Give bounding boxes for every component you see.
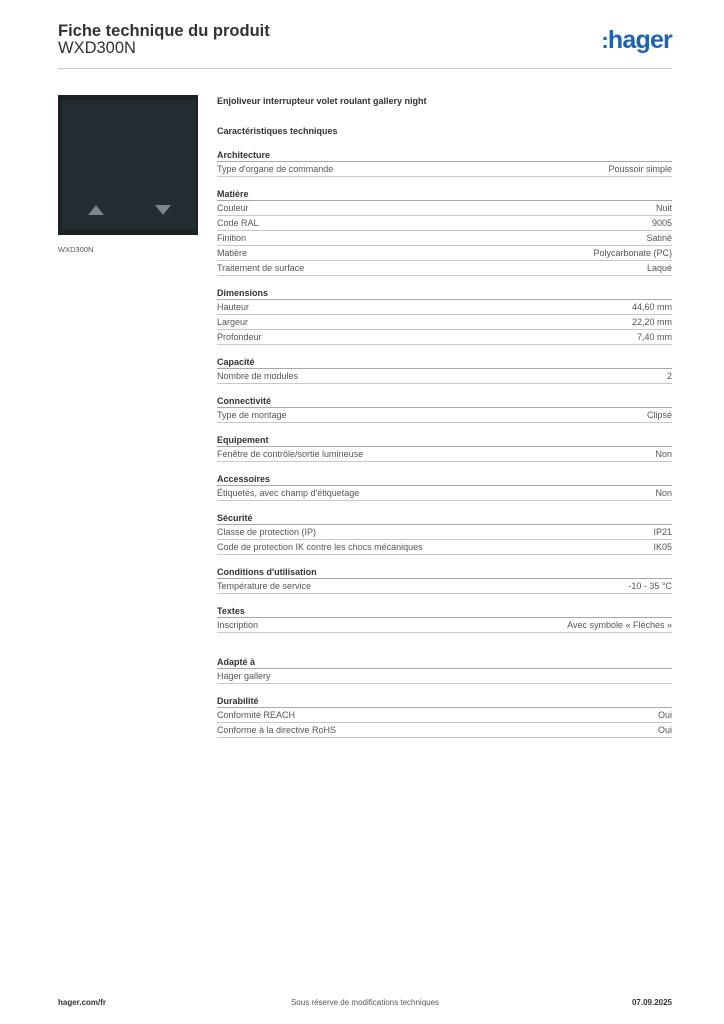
switch-key-up	[62, 100, 129, 230]
footer-date: 07.09.2025	[631, 998, 672, 1007]
spec-value: Polycarbonate (PC)	[593, 248, 672, 258]
spec-group	[217, 655, 672, 684]
spec-label: Fenêtre de contrôle/sortie lumineuse	[217, 449, 364, 459]
spec-value: Satiné	[646, 233, 672, 243]
spec-group	[217, 148, 672, 177]
spec-row	[217, 300, 672, 315]
spec-row	[217, 201, 672, 216]
spec-group-title: Dimensions	[217, 286, 672, 300]
spec-value: Poussoir simple	[608, 164, 672, 174]
spec-value: Avec symbole « Flèches »	[567, 620, 672, 630]
spec-label: Type d'organe de commande	[217, 164, 334, 174]
spec-value: Non	[655, 488, 672, 498]
spec-group-title: Matière	[217, 187, 672, 201]
spec-label: Finition	[217, 233, 247, 243]
product-reference: WXD300N	[58, 39, 136, 57]
page-header	[58, 22, 672, 68]
spec-row	[217, 618, 672, 633]
spec-group-title: Sécurité	[217, 511, 672, 525]
spec-group	[217, 565, 672, 594]
spec-label: Largeur	[217, 317, 249, 327]
spec-group	[217, 472, 672, 501]
spec-group	[217, 187, 672, 276]
spec-group-title: Accessoires	[217, 472, 672, 486]
spec-label: Classe de protection (IP)	[217, 527, 317, 537]
arrow-up-icon	[88, 205, 104, 215]
spec-groups	[217, 148, 672, 738]
spec-row	[217, 369, 672, 384]
spec-value: Oui	[657, 710, 672, 720]
spec-value: Nuit	[655, 203, 672, 213]
spec-label: Type de montage	[217, 410, 287, 420]
spec-group	[217, 394, 672, 423]
spec-value: 22,20 mm	[631, 317, 672, 327]
spec-row	[217, 408, 672, 423]
spec-label: Code de protection IK contre les chocs mécaniques	[217, 542, 423, 552]
image-caption: WXD300N	[58, 245, 94, 254]
spec-row	[217, 261, 672, 276]
spec-label: Traitement de surface	[217, 263, 305, 273]
spec-row	[217, 579, 672, 594]
spec-row	[217, 486, 672, 501]
spec-group	[217, 286, 672, 345]
spec-row	[217, 246, 672, 261]
header-divider	[58, 68, 672, 69]
spec-row	[217, 708, 672, 723]
footer-disclaimer: Sous réserve de modifications techniques	[290, 998, 440, 1007]
spec-group-title: Architecture	[217, 148, 672, 162]
spec-row	[217, 540, 672, 555]
spec-group-title: Durabilité	[217, 694, 672, 708]
spec-label: Hager gallery	[217, 671, 271, 681]
product-image	[58, 95, 198, 235]
spec-group	[217, 511, 672, 555]
spec-row	[217, 162, 672, 177]
spec-group	[217, 604, 672, 633]
specs-section	[217, 94, 672, 738]
spec-row	[217, 330, 672, 345]
spec-row	[217, 231, 672, 246]
spec-value: 2	[666, 371, 672, 381]
spec-row	[217, 216, 672, 231]
spec-group-title: Textes	[217, 604, 672, 618]
spec-value: Laqué	[646, 263, 672, 273]
specs-title: Caractéristiques techniques	[217, 126, 338, 136]
spec-label: Code RAL	[217, 218, 259, 228]
spec-value: -10 - 35 °C	[628, 581, 672, 591]
spec-value: IK05	[653, 542, 672, 552]
spec-group-title: Connectivité	[217, 394, 672, 408]
spec-row	[217, 447, 672, 462]
spec-group	[217, 433, 672, 462]
spec-label: Étiquetés, avec champ d'étiquetage	[217, 488, 360, 498]
spec-group	[217, 355, 672, 384]
spec-value: Non	[655, 449, 672, 459]
spec-group-title: Conditions d'utilisation	[217, 565, 672, 579]
spec-value: IP21	[653, 527, 672, 537]
hager-logo	[601, 26, 672, 55]
spec-label: Profondeur	[217, 332, 262, 342]
spec-group	[217, 694, 672, 738]
spec-row	[217, 525, 672, 540]
product-name: Enjoliveur interrupteur volet roulant gallery night	[217, 96, 427, 106]
spec-row	[217, 669, 672, 684]
logo-colon: :	[601, 28, 608, 53]
spec-label: Température de service	[217, 581, 312, 591]
spec-label: Inscription	[217, 620, 259, 630]
spec-label: Conforme à la directive RoHS	[217, 725, 337, 735]
logo-text: hager	[607, 26, 672, 54]
switch-key-down	[129, 100, 196, 230]
spec-row	[217, 723, 672, 738]
spec-label: Nombre de modules	[217, 371, 299, 381]
spec-value: 9005	[651, 218, 672, 228]
spec-value: 7,40 mm	[636, 332, 672, 342]
spec-row	[217, 315, 672, 330]
spec-value: Clipsé	[646, 410, 672, 420]
footer-website: hager.com/fr	[58, 998, 107, 1007]
spec-value: Oui	[657, 725, 672, 735]
spec-group-title: Capacité	[217, 355, 672, 369]
spec-group-title: Adapté à	[217, 655, 672, 669]
spec-label: Conformité REACH	[217, 710, 296, 720]
spec-label: Matière	[217, 248, 248, 258]
spec-group-title: Equipement	[217, 433, 672, 447]
page-title: Fiche technique du produit	[58, 22, 270, 40]
spec-label: Hauteur	[217, 302, 250, 312]
arrow-down-icon	[155, 205, 171, 215]
spec-value: 44,60 mm	[631, 302, 672, 312]
spec-label: Couleur	[217, 203, 249, 213]
